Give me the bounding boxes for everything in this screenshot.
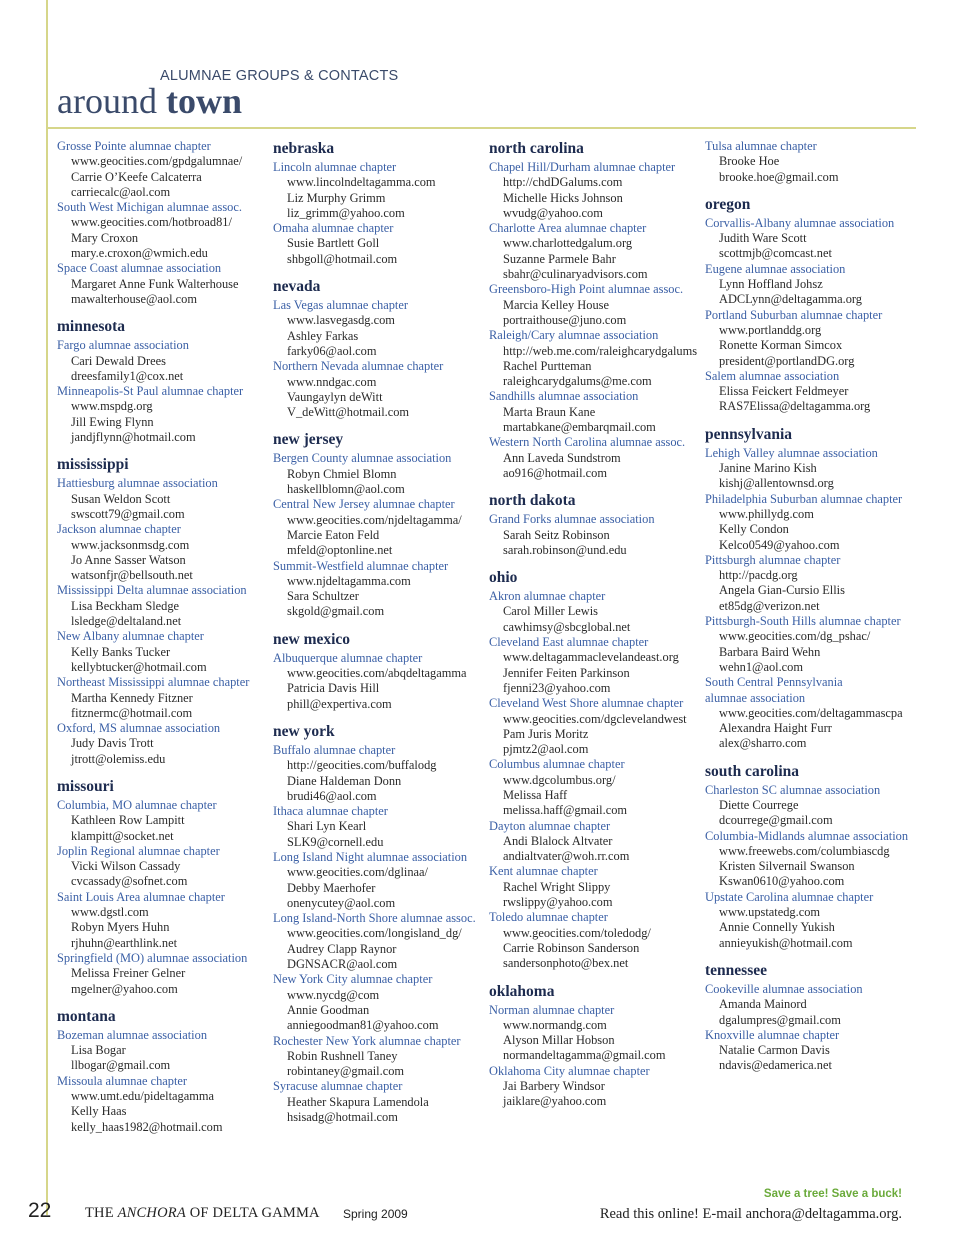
chapter-name: Tulsa alumnae chapter <box>705 139 817 153</box>
publication-name <box>85 1205 320 1222</box>
chapter-name: Toledo alumnae chapter <box>489 910 608 925</box>
contact-detail: Cari Dewald Drees <box>71 353 166 368</box>
contact-detail: Kelly Banks Tucker <box>71 644 171 659</box>
contact-detail: cawhimsy@sbcglobal.net <box>503 619 631 634</box>
chapter-name: South West Michigan alumnae assoc. <box>57 200 242 215</box>
contact-detail: dgalumpres@gmail.com <box>719 1012 841 1027</box>
read-online-note: Read this online! E-mail anchora@deltagamma.org. <box>599 1206 902 1222</box>
chapter-name: Columbia, MO alumnae chapter <box>57 797 217 812</box>
chapter-name: Grand Forks alumnae association <box>489 512 655 527</box>
contact-detail: Sarah Seitz Robinson <box>503 527 610 542</box>
chapter-name: Fargo alumnae association <box>57 338 189 353</box>
chapter-name: Missoula alumnae chapter <box>57 1073 188 1088</box>
contact-detail: phill@expertiva.com <box>287 696 392 711</box>
state-heading: south carolina <box>705 762 800 780</box>
contact-detail: SLK9@cornell.edu <box>287 834 384 849</box>
contact-detail: www.geocities.com/longisland_dg/ <box>287 926 462 941</box>
contact-detail: shbgoll@hotmail.com <box>287 251 398 266</box>
contact-detail: Diane Haldeman Donn <box>287 773 402 788</box>
contact-detail: anniegoodman81@yahoo.com <box>287 1018 439 1033</box>
contact-detail: kellybtucker@hotmail.com <box>71 659 207 674</box>
contact-detail: Alexandra Haight Furr <box>719 721 832 736</box>
chapter-name: Kent alumnae chapter <box>489 864 598 879</box>
contact-detail: mfeld@optonline.net <box>287 543 393 558</box>
contact-detail: Melissa Haff <box>503 787 568 802</box>
chapter-name: Northern Nevada alumnae chapter <box>273 359 444 374</box>
chapter-name: Oxford, MS alumnae association <box>57 721 221 736</box>
contact-detail: melissa.haff@gmail.com <box>503 803 628 818</box>
chapter-name: Rochester New York alumnae chapter <box>273 1033 461 1048</box>
chapter-name: Cleveland West Shore alumnae chapter <box>489 696 684 711</box>
chapter-name: Lincoln alumnae chapter <box>273 160 397 174</box>
contact-detail: Amanda Mainord <box>719 997 807 1012</box>
directory-column-1 <box>57 139 267 1135</box>
state-heading: ohio <box>489 569 518 587</box>
contact-detail: rjhuhn@earthlink.net <box>71 935 178 950</box>
chapter-name: Oklahoma City alumnae chapter <box>489 1063 650 1078</box>
directory-column-2 <box>273 139 483 1125</box>
contact-detail: Kelco0549@yahoo.com <box>719 537 840 552</box>
contact-detail: Debby Maerhofer <box>287 880 376 895</box>
chapter-name: Syracuse alumnae chapter <box>273 1079 403 1094</box>
contact-detail: Kristen Silvernail Swanson <box>719 859 855 874</box>
contact-detail: Kelly Haas <box>71 1104 127 1119</box>
contact-detail: dcourrege@gmail.com <box>719 813 833 828</box>
chapter-name: Pittsburgh alumnae chapter <box>705 552 841 567</box>
contact-detail: pjmtz2@aol.com <box>503 742 589 757</box>
chapter-name: Pittsburgh-South Hills alumnae chapter <box>705 614 901 629</box>
contact-detail: Jo Anne Sasser Watson <box>71 552 186 567</box>
chapter-name: Raleigh/Cary alumnae association <box>489 328 659 343</box>
contact-detail: cvcassady@sofnet.com <box>71 874 188 889</box>
contact-detail: jandjflynn@hotmail.com <box>71 430 196 445</box>
contact-detail: http://web.me.com/raleighcarydgalums <box>503 343 698 358</box>
contact-detail: Janine Marino Kish <box>719 461 817 476</box>
contact-detail: Pam Juris Moritz <box>503 726 589 741</box>
contact-detail: president@portlandDG.org <box>719 353 855 368</box>
contact-detail: Vaungaylyn deWitt <box>287 389 383 404</box>
chapter-name: Upstate Carolina alumnae chapter <box>705 889 874 904</box>
chapter-name: Minneapolis-St Paul alumnae chapter <box>57 384 244 399</box>
chapter-name: Bozeman alumnae association <box>57 1027 208 1042</box>
contact-detail: www.mspdg.org <box>71 399 153 414</box>
contact-detail: Jill Ewing Flynn <box>71 414 154 429</box>
chapter-name: Cookeville alumnae association <box>705 981 863 996</box>
contact-detail: www.dgcolumbus.org/ <box>503 772 616 787</box>
contact-detail: Annie Connelly Yukish <box>719 920 835 935</box>
contact-detail: mgelner@yahoo.com <box>71 981 178 996</box>
contact-detail: haskellblomn@aol.com <box>287 482 405 497</box>
contact-detail: watsonfjr@bellsouth.net <box>71 568 193 583</box>
contact-detail: www.geocities.com/toledodg/ <box>503 925 651 940</box>
contact-detail: Lynn Hoffland Johsz <box>719 277 823 292</box>
contact-detail: Susie Bartlett Goll <box>287 236 380 251</box>
chapter-name: New York City alumnae chapter <box>273 972 433 987</box>
chapter-name: Sandhills alumnae association <box>489 389 639 404</box>
chapter-name: Bergen County alumnae association <box>273 451 452 466</box>
contact-detail: ADCLynn@deltagamma.org <box>719 292 862 307</box>
contact-detail: www.geocities.com/dglinaa/ <box>287 865 428 880</box>
chapter-name: Long Island Night alumnae association <box>273 849 468 864</box>
page-title-bold: town <box>165 81 242 121</box>
contact-detail: rwslippy@yahoo.com <box>503 895 613 910</box>
contact-detail: www.jacksonmsdg.com <box>71 537 190 552</box>
chapter-name: Charlotte Area alumnae chapter <box>489 221 647 236</box>
contact-detail: Brooke Hoe <box>719 154 780 169</box>
contact-detail: Carol Miller Lewis <box>503 604 598 619</box>
contact-detail: Carrie O’Keefe Calcaterra <box>71 169 202 184</box>
contact-detail: Rachel Wright Slippy <box>503 879 611 894</box>
chapter-name: Chapel Hill/Durham alumnae chapter <box>489 160 676 174</box>
contact-detail: wvudg@yahoo.com <box>503 205 603 220</box>
chapter-name: Grosse Pointe alumnae chapter <box>57 139 211 153</box>
contact-detail: alex@sharro.com <box>719 736 807 751</box>
directory-column-4 <box>705 139 915 1074</box>
contact-detail: www.phillydg.com <box>719 506 814 521</box>
contact-detail: andialtvater@woh.rr.com <box>503 849 630 864</box>
contact-detail: carriecalc@aol.com <box>71 184 171 199</box>
state-heading: nebraska <box>273 140 335 157</box>
contact-detail: Judith Ware Scott <box>719 231 807 246</box>
chapter-name: Akron alumnae chapter <box>489 589 606 604</box>
contact-detail: Vicki Wilson Cassady <box>71 859 181 874</box>
contact-detail: Andi Blalock Altvater <box>503 833 613 848</box>
contact-detail: sandersonphoto@bex.net <box>503 956 629 971</box>
state-heading: new jersey <box>273 431 344 449</box>
contact-detail: www.lasvegasdg.com <box>287 313 395 328</box>
contact-detail: ndavis@edamerica.net <box>719 1058 832 1073</box>
chapter-name: South Central Pennsylvania <box>705 675 843 690</box>
header-rule <box>46 127 916 129</box>
contact-detail: www.dgstl.com <box>71 905 149 920</box>
contact-detail: Annie Goodman <box>287 1002 370 1017</box>
chapter-name: Charleston SC alumnae association <box>705 782 881 797</box>
contact-detail: Kelly Condon <box>719 522 789 537</box>
contact-detail: farky06@aol.com <box>287 343 377 358</box>
contact-detail: www.nndgac.com <box>287 374 377 389</box>
state-heading: new mexico <box>273 630 351 648</box>
contact-detail: llbogar@gmail.com <box>71 1058 171 1073</box>
contact-detail: www.geocities.com/dg_pshac/ <box>719 629 871 644</box>
chapter-name: Long Island-North Shore alumnae assoc. <box>273 911 476 926</box>
page-number: 22 <box>28 1199 52 1222</box>
contact-detail: http://geocities.com/buffalodg <box>287 758 437 773</box>
contact-detail: www.deltagammaclevelandeast.org <box>503 650 679 665</box>
contact-detail: Lisa Beckham Sledge <box>71 598 180 613</box>
left-rule <box>46 0 48 1215</box>
contact-detail: normandeltagamma@gmail.com <box>503 1048 666 1063</box>
chapter-name: Jackson alumnae chapter <box>57 522 181 537</box>
contact-detail: Sara Schultzer <box>287 589 359 604</box>
contact-detail: Shari Lyn Kearl <box>287 819 367 834</box>
state-heading: north dakota <box>489 492 576 510</box>
state-heading: minnesota <box>57 318 126 336</box>
contact-detail: robintaney@gmail.com <box>287 1064 405 1079</box>
contact-detail: DGNSACR@aol.com <box>287 957 398 972</box>
contact-detail: Marcie Eaton Feld <box>287 527 380 542</box>
contact-detail: Kswan0610@yahoo.com <box>719 874 845 889</box>
publication-italic: ANCHORA <box>117 1205 186 1221</box>
contact-detail: Alyson Millar Hobson <box>503 1033 615 1048</box>
chapter-name: Salem alumnae association <box>705 368 840 383</box>
contact-detail: Patricia Davis Hill <box>287 681 380 696</box>
contact-detail: Ann Laveda Sundstrom <box>503 450 621 465</box>
contact-detail: Margaret Anne Funk Walterhouse <box>71 276 239 291</box>
state-heading: tennessee <box>705 961 767 979</box>
contact-detail: mary.e.croxon@wmich.edu <box>71 246 208 261</box>
contact-detail: ao916@hotmail.com <box>503 465 607 480</box>
contact-detail: Ashley Farkas <box>287 328 359 343</box>
contact-detail: www.charlottedgalum.org <box>503 236 633 251</box>
state-heading: oklahoma <box>489 982 555 1000</box>
chapter-name: New Albany alumnae chapter <box>57 629 204 644</box>
contact-detail: Marcia Kelley House <box>503 297 609 312</box>
contact-detail: www.geocities.com/deltagammascpa <box>719 705 903 720</box>
contact-detail: liz_grimm@yahoo.com <box>287 205 405 220</box>
contact-detail: www.portlanddg.org <box>719 322 822 337</box>
chapter-name: alumnae association <box>705 690 806 705</box>
chapter-name: Summit-Westfield alumnae chapter <box>273 558 449 573</box>
contact-detail: Heather Skapura Lamendola <box>287 1094 429 1109</box>
state-heading: montana <box>57 1007 116 1025</box>
contact-detail: raleighcarydgalums@me.com <box>503 374 652 389</box>
contact-detail: sbahr@culinaryadvisors.com <box>503 267 648 282</box>
section-kicker: ALUMNAE GROUPS & CONTACTS <box>160 68 399 84</box>
contact-detail: www.upstatedg.com <box>719 905 821 920</box>
contact-detail: kishj@allentownsd.org <box>719 476 834 491</box>
publication-suffix: OF DELTA GAMMA <box>185 1205 320 1221</box>
contact-detail: jtrott@olemiss.edu <box>71 751 166 766</box>
contact-detail: RAS7Elissa@deltagamma.org <box>719 399 871 414</box>
contact-detail: Rachel Purtteman <box>503 358 592 373</box>
contact-detail: klampitt@socket.net <box>71 828 174 843</box>
chapter-name: Cleveland East alumnae chapter <box>489 635 649 650</box>
contact-detail: www.nycdg@com <box>287 987 380 1002</box>
issue-season: Spring 2009 <box>343 1207 408 1221</box>
contact-detail: Natalie Carmon Davis <box>719 1043 830 1058</box>
state-heading: oregon <box>705 195 751 213</box>
chapter-name: Space Coast alumnae association <box>57 261 222 276</box>
chapter-name: Mississippi Delta alumnae association <box>57 583 247 598</box>
contact-detail: sarah.robinson@und.edu <box>503 542 627 557</box>
chapter-name: Norman alumnae chapter <box>489 1002 615 1017</box>
publication-prefix: THE <box>85 1205 118 1221</box>
chapter-name: Buffalo alumnae chapter <box>273 742 396 757</box>
state-heading: missouri <box>57 777 114 795</box>
contact-detail: Susan Weldon Scott <box>71 491 171 506</box>
chapter-name: Philadelphia Suburban alumnae chapter <box>705 491 903 506</box>
contact-detail: Marta Braun Kane <box>503 404 596 419</box>
contact-detail: Audrey Clapp Raynor <box>287 941 397 956</box>
contact-detail: http://pacdg.org <box>719 568 798 583</box>
contact-detail: kelly_haas1982@hotmail.com <box>71 1119 223 1134</box>
chapter-name: Ithaca alumnae chapter <box>273 804 388 819</box>
state-heading: north carolina <box>489 140 584 157</box>
contact-detail: onenycutey@aol.com <box>287 895 396 910</box>
contact-detail: Martha Kennedy Fitzner <box>71 690 193 705</box>
chapter-name: Columbia-Midlands alumnae association <box>705 828 909 843</box>
contact-detail: www.freewebs.com/columbiascdg <box>719 843 890 858</box>
contact-detail: Suzanne Parmele Bahr <box>503 251 616 266</box>
contact-detail: www.geocities.com/hotbroad81/ <box>71 215 232 230</box>
contact-detail: V_deWitt@hotmail.com <box>287 405 410 420</box>
contact-detail: Lisa Bogar <box>71 1043 126 1058</box>
contact-detail: brooke.hoe@gmail.com <box>719 169 839 184</box>
contact-detail: fjenni23@yahoo.com <box>503 680 611 695</box>
contact-detail: Michelle Hicks Johnson <box>503 190 623 205</box>
contact-detail: www.geocities.com/abqdeltagamma <box>287 666 467 681</box>
contact-detail: Liz Murphy Grimm <box>287 190 386 205</box>
directory-column-3 <box>489 139 699 1110</box>
chapter-name: Knoxville alumnae chapter <box>705 1027 840 1042</box>
contact-detail: mawalterhouse@aol.com <box>71 291 197 306</box>
chapter-name: Albuquerque alumnae chapter <box>273 650 423 665</box>
state-heading: nevada <box>273 278 321 296</box>
chapter-name: Springfield (MO) alumnae association <box>57 950 248 965</box>
chapter-name: Hattiesburg alumnae association <box>57 476 218 491</box>
contact-detail: fitznermc@hotmail.com <box>71 705 193 720</box>
contact-detail: Diette Courrege <box>719 797 799 812</box>
contact-detail: www.geocities.com/gpdgalumnae/ <box>71 154 243 169</box>
save-tree-note: Save a tree! Save a buck! <box>763 1188 902 1200</box>
contact-detail: www.lincolndeltagamma.com <box>287 175 436 190</box>
contact-detail: brudi46@aol.com <box>287 788 377 803</box>
contact-detail: lsledge@deltaland.net <box>71 614 182 629</box>
page-title <box>57 80 242 122</box>
contact-detail: jaiklare@yahoo.com <box>503 1094 607 1109</box>
contact-detail: Robin Rushnell Taney <box>287 1048 398 1063</box>
contact-detail: www.umt.edu/pideltagamma <box>71 1089 215 1104</box>
contact-detail: Jennifer Feiten Parkinson <box>503 665 630 680</box>
contact-detail: wehn1@aol.com <box>719 659 804 674</box>
contact-detail: annieyukish@hotmail.com <box>719 935 853 950</box>
contact-detail: www.normandg.com <box>503 1017 607 1032</box>
contact-detail: Carrie Robinson Sanderson <box>503 940 640 955</box>
chapter-name: Central New Jersey alumnae chapter <box>273 497 455 512</box>
contact-detail: www.njdeltagamma.com <box>287 573 411 588</box>
chapter-name: Omaha alumnae chapter <box>273 221 394 236</box>
contact-detail: Robyn Chmiel Blomn <box>287 466 397 481</box>
contact-detail: Mary Croxon <box>71 230 139 245</box>
contact-detail: Elissa Feickert Feldmeyer <box>719 384 849 399</box>
contact-detail: scottmjb@comcast.net <box>719 246 832 261</box>
chapter-name: Greensboro-High Point alumnae assoc. <box>489 282 684 297</box>
contact-detail: Kathleen Row Lampitt <box>71 813 185 828</box>
contact-detail: et85dg@verizon.net <box>719 598 820 613</box>
chapter-name: Portland Suburban alumnae chapter <box>705 307 883 322</box>
chapter-name: Dayton alumnae chapter <box>489 818 611 833</box>
contact-detail: Robyn Myers Huhn <box>71 920 170 935</box>
contact-detail: martabkane@embarqmail.com <box>503 420 656 435</box>
chapter-name: Saint Louis Area alumnae chapter <box>57 889 225 904</box>
contact-detail: www.geocities.com/dgclevelandwest <box>503 711 687 726</box>
chapter-name: Joplin Regional alumnae chapter <box>57 843 220 858</box>
contact-detail: Melissa Freiner Gelner <box>71 966 186 981</box>
page-title-light: around <box>57 81 157 121</box>
chapter-name: Northeast Mississippi alumnae chapter <box>57 675 250 690</box>
contact-detail: Judy Davis Trott <box>71 736 154 751</box>
contact-detail: Barbara Baird Wehn <box>719 644 821 659</box>
contact-detail: Jai Barbery Windsor <box>503 1079 605 1094</box>
contact-detail: www.geocities.com/njdeltagamma/ <box>287 512 462 527</box>
contact-detail: skgold@gmail.com <box>287 604 385 619</box>
chapter-name: Western North Carolina alumnae assoc. <box>489 435 686 450</box>
state-heading: mississippi <box>57 456 129 474</box>
contact-detail: Ronette Korman Simcox <box>719 338 843 353</box>
contact-detail: portraithouse@juno.com <box>503 312 627 327</box>
contact-detail: hsisadg@hotmail.com <box>287 1110 398 1125</box>
contact-detail: swscott79@gmail.com <box>71 506 185 521</box>
chapter-name: Lehigh Valley alumnae association <box>705 445 878 460</box>
chapter-name: Columbus alumnae chapter <box>489 757 625 772</box>
contact-detail: dreesfamily1@cox.net <box>71 368 184 383</box>
chapter-name: Corvallis-Albany alumnae association <box>705 215 895 230</box>
contact-detail: Angela Gian-Cursio Ellis <box>719 583 845 598</box>
contact-detail: http://chdDGalums.com <box>503 175 623 190</box>
chapter-name: Las Vegas alumnae chapter <box>273 298 408 313</box>
state-heading: new york <box>273 722 335 740</box>
chapter-name: Eugene alumnae association <box>705 261 846 276</box>
state-heading: pennsylvania <box>705 425 793 443</box>
